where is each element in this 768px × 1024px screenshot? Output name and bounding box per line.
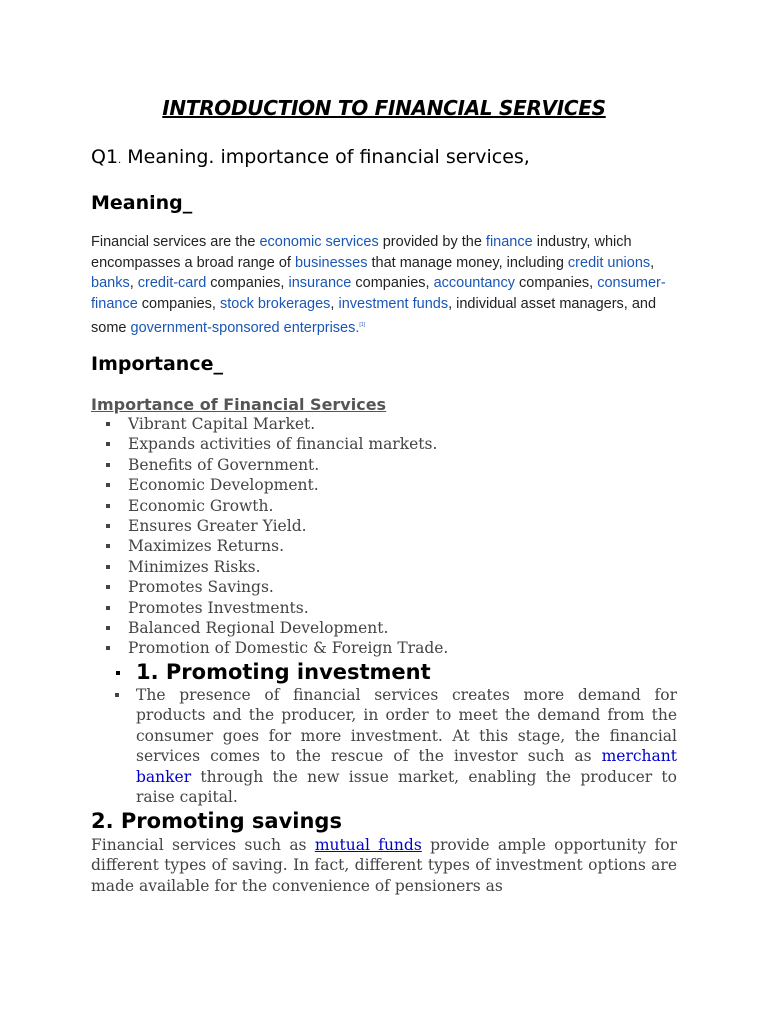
importance-heading: Importance_ [91, 353, 223, 375]
meaning-text: , individual asset managers, and some [91, 296, 657, 336]
link-finance[interactable]: finance [485, 234, 533, 250]
question-heading [91, 146, 530, 168]
section-2-heading: 2. Promoting savings [91, 809, 342, 833]
meaning-text: . [355, 319, 360, 336]
question-dot: . [118, 155, 122, 166]
section-2-text: provide ample opportunity for different types of saving. In fact, different types of investment options are made available for the convenience of pensioners as [91, 836, 677, 895]
link-accountancy[interactable]: accountancy [433, 275, 515, 292]
list-item: Economic Development. [91, 475, 448, 495]
link-credit-card[interactable]: credit-card [137, 275, 207, 292]
meaning-text: companies, [206, 275, 289, 292]
list-item: Promotion of Domestic & Foreign Trade. [91, 638, 448, 658]
section-1-text: through the new issue market, enabling the producer to raise capital. [136, 767, 677, 807]
list-item: Economic Growth. [91, 496, 448, 516]
link-economic-services[interactable]: economic services [259, 234, 379, 250]
reference-link[interactable]: [1] [359, 321, 365, 328]
section-2-text: Financial services such as [91, 836, 315, 854]
meaning-text: companies, [137, 296, 220, 313]
section-promoting-savings [91, 807, 677, 896]
meaning-text: that manage money, including [367, 254, 568, 271]
meaning-text: , [330, 296, 339, 313]
list-item: Maximizes Returns. [91, 536, 448, 556]
section-1-text: The presence of financial services creates more demand for products and the producer, in order to meet the demand from the consumer goes for more investment. At this stage, the financial services comes to the rescue of the investor such as [136, 686, 677, 766]
link-investment-funds[interactable]: investment funds [338, 296, 449, 313]
question-prefix: Q1 [91, 146, 119, 168]
section-1-heading: 1. Promoting investment [91, 659, 677, 685]
list-item: Vibrant Capital Market. [91, 414, 448, 434]
list-item: Balanced Regional Development. [91, 618, 448, 638]
importance-list [91, 414, 448, 659]
list-item: Ensures Greater Yield. [91, 516, 448, 536]
document-title: INTRODUCTION TO FINANCIAL SERVICES [162, 96, 606, 120]
link-banks[interactable]: banks [91, 275, 130, 292]
link-consumer-finance[interactable]: consumer-finance [91, 275, 666, 313]
meaning-text: industry, which encompasses a broad range of [91, 234, 632, 271]
section-2-paragraph [91, 835, 677, 896]
list-item: Promotes Investments. [91, 598, 448, 618]
meaning-text: companies, [515, 275, 598, 292]
link-credit-unions[interactable]: credit unions [567, 254, 651, 271]
meaning-text: , [650, 254, 655, 271]
meaning-heading: Meaning_ [91, 192, 193, 214]
link-government-sponsored-enterprises[interactable]: government-sponsored enterprises [130, 319, 356, 336]
list-item: Promotes Savings. [91, 577, 448, 597]
importance-subheading: Importance of Financial Services [91, 395, 387, 414]
link-merchant-banker[interactable]: merchant banker [136, 747, 677, 786]
meaning-paragraph [91, 232, 681, 338]
link-mutual-funds[interactable]: mutual funds [314, 836, 422, 854]
list-item: Benefits of Government. [91, 455, 448, 475]
section-1-paragraph [91, 685, 677, 807]
meaning-text: , [129, 275, 138, 292]
link-businesses[interactable]: businesses [294, 254, 368, 271]
list-item: Minimizes Risks. [91, 557, 448, 577]
list-item: Expands activities of financial markets. [91, 434, 448, 454]
link-insurance[interactable]: insurance [288, 275, 352, 292]
meaning-text: provided by the [378, 234, 486, 250]
question-text: Meaning. importance of financial services, [121, 146, 530, 168]
meaning-text: companies, [351, 275, 434, 292]
link-stock-brokerages[interactable]: stock brokerages [219, 296, 331, 313]
section-promoting-investment [91, 659, 677, 807]
meaning-text: Financial services are the [91, 234, 260, 250]
